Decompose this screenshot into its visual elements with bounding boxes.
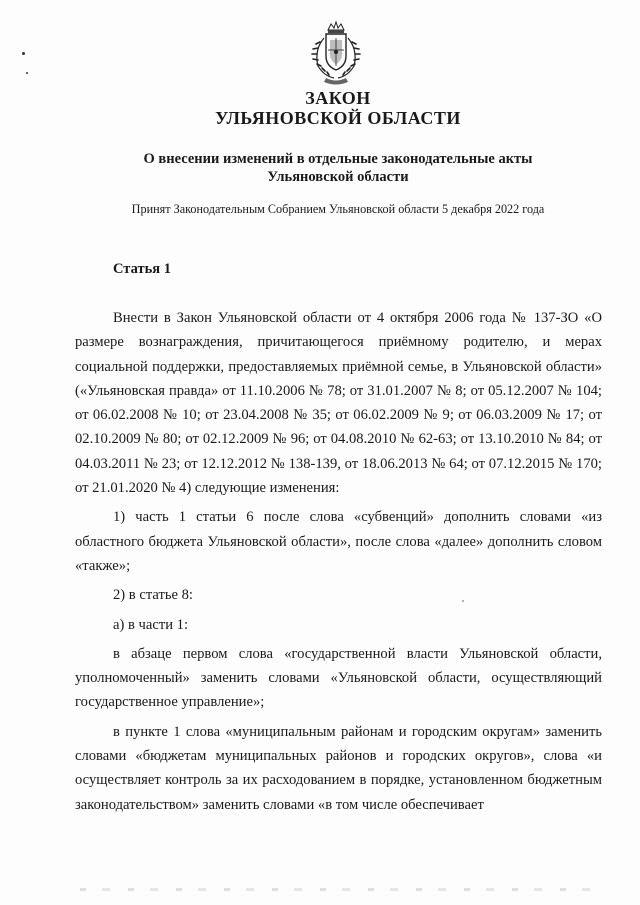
law-subject <box>0 150 640 186</box>
scan-speck <box>22 52 25 55</box>
article-paragraph: а) в части 1: <box>113 616 189 633</box>
scan-speck <box>462 600 464 602</box>
article-paragraph: Внести в Закон Ульяновской области от 4 октября 2006 года № 137-ЗО «О размере вознаграждения, причитающегося приёмному родителю, и мерах социальной поддержки, предоставляемых приёмной семье, в Ульяновской области» («Ульяновская правда» от 11.10.2006 № 78; от 31.01.2007 № 8; от 05.12.2007 № 104; от 06.02.2008 № 10; от 23.04.2008 № 35; от 06.02.2009 № 9; от 06.03.2009 № 17; от 02.10.2009 № 80; от 02.12.2009 № 96; от 04.08.2010 № 62-63; от 13.10.2010 № 84; от 04.03.2011 № 23; от 12.12.2012 № 138-139, от 18.06.2013 № 64; от 07.12.2015 № 170; от 21.01.2020 № 4) следующие изменения: <box>75 310 602 497</box>
article-body <box>75 306 602 822</box>
law-title: ЗАКОН <box>305 88 371 108</box>
scan-edge-noise <box>80 888 600 891</box>
scan-speck <box>26 72 28 74</box>
article-paragraph: в пункте 1 слова «муниципальным районам и городским округам» заменить словами «бюджетам муниципальных районов и городских округов», слова «и осуществляет контроль за их расходованием в порядке, установленном бюджетным законодательством» заменить словами «в том числе обеспечивает <box>75 723 602 813</box>
article-paragraph: 2) в статье 8: <box>113 587 193 604</box>
law-region-title: УЛЬЯНОВСКОЙ ОБЛАСТИ <box>215 108 461 128</box>
law-subject-line-1: О внесении изменений в отдельные законодательные акты <box>143 151 533 167</box>
article-paragraph: 1) часть 1 статьи 6 после слова «субвенций» дополнить словами «из областного бюджета Ульяновской области», после слова «далее» дополнить словом «также»; <box>75 509 602 574</box>
article-paragraph: в абзаце первом слова «государственной власти Ульяновской области, уполномоченный» заменить словами «Ульяновской области, осуществляющий государственное управление»; <box>75 645 602 711</box>
ulyanovsk-coat-of-arms-icon <box>300 20 372 86</box>
article-heading: Статья 1 <box>113 261 171 277</box>
law-subject-line-2: Ульяновской области <box>267 169 409 185</box>
adoption-note: Принят Законодательным Собранием Ульяновской области 5 декабря 2022 года <box>131 202 545 216</box>
